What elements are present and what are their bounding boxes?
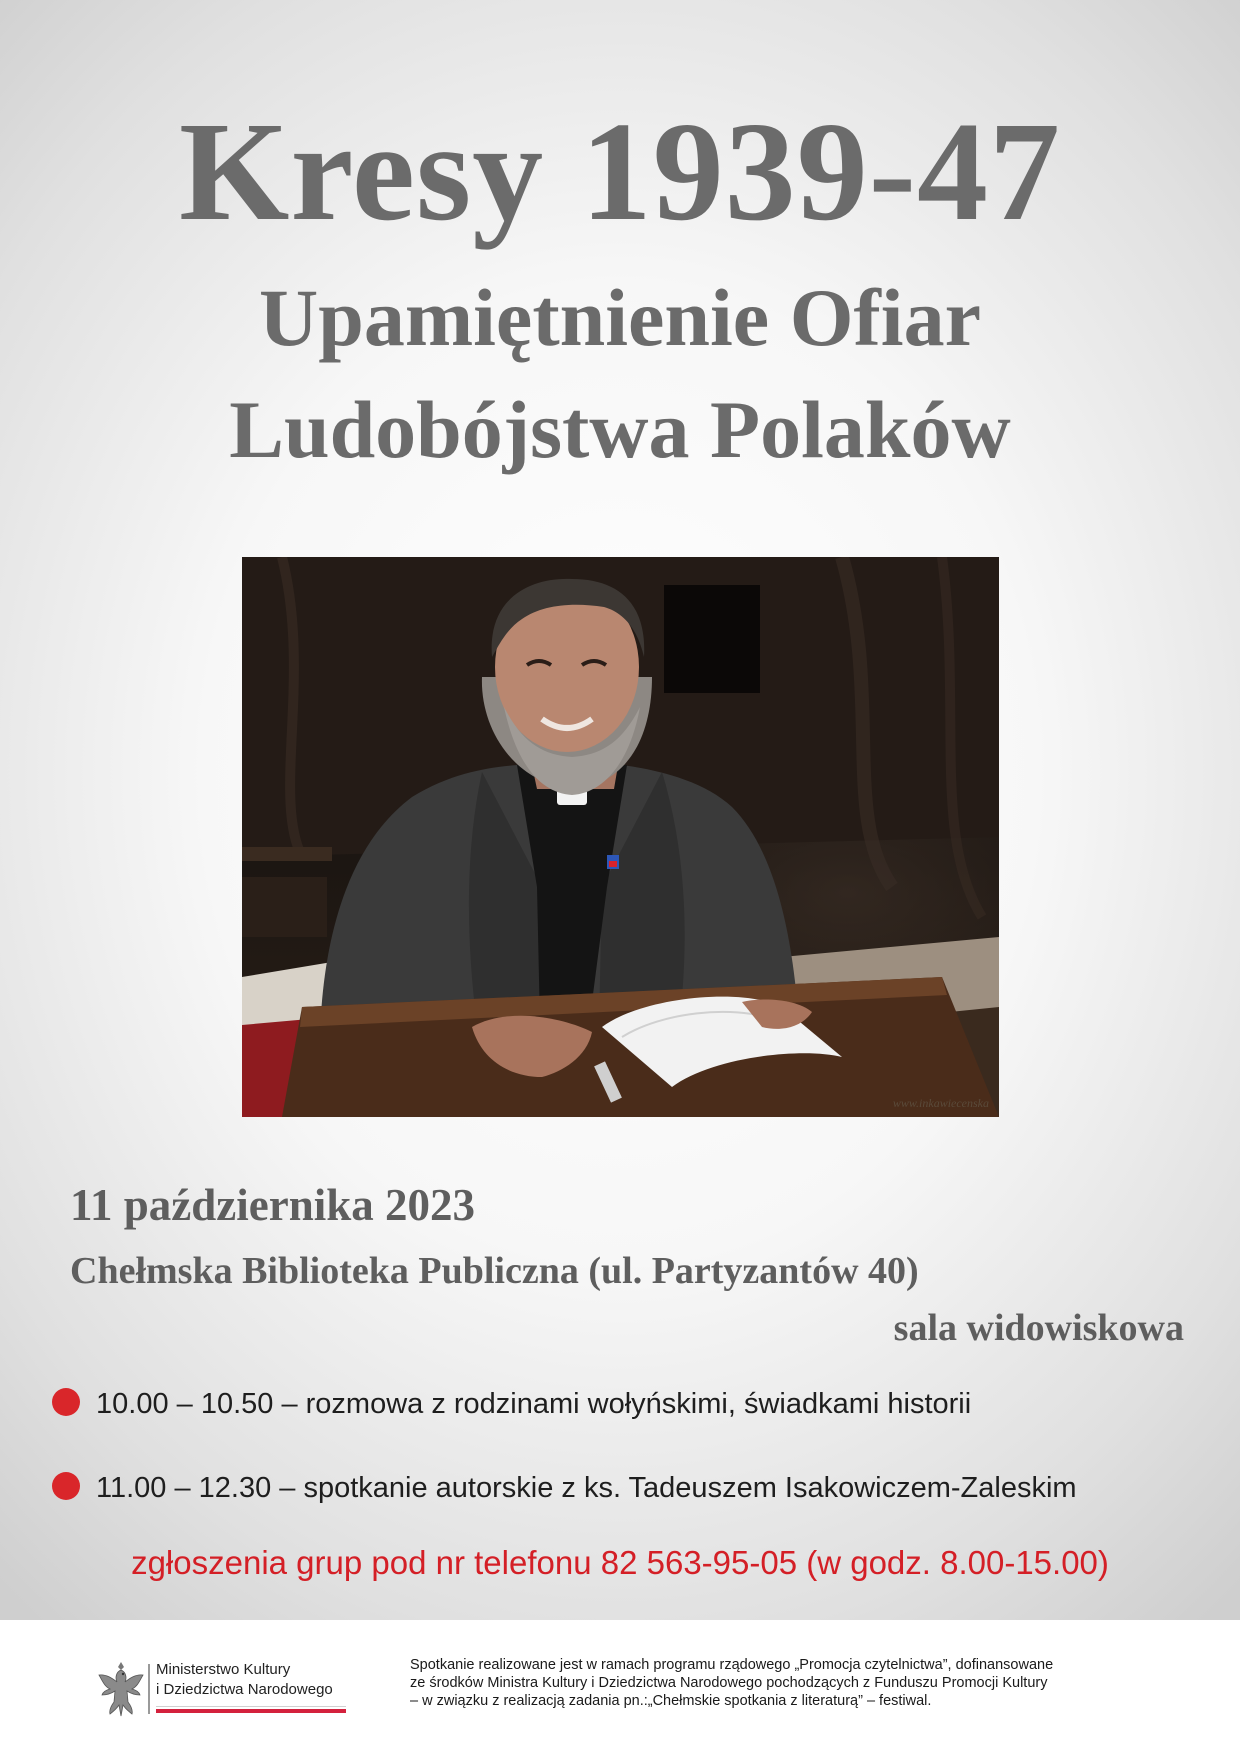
ministry-name xyxy=(156,1660,333,1700)
poster-subtitle-line-2: Ludobójstwa Polaków xyxy=(229,384,1011,475)
registration-contact: zgłoszenia grup pod nr telefonu 82 563-95-05 (w godz. 8.00-15.00) xyxy=(131,1544,1109,1581)
agenda-list xyxy=(52,1384,1202,1552)
ministry-name-line-2: i Dziedzictwa Narodowego xyxy=(156,1681,333,1698)
event-date: 11 października 2023 xyxy=(70,1180,476,1230)
funding-note xyxy=(410,1656,1200,1710)
agenda-item xyxy=(52,1384,1202,1468)
footer xyxy=(0,1620,1240,1756)
ministry-divider xyxy=(148,1664,150,1714)
agenda-item-text: 11.00 – 12.30 – spotkanie autorskie z ks. Tadeuszem Isakowiczem-Zaleskim xyxy=(96,1472,1077,1504)
poster-title: Kresy 1939-47 xyxy=(179,92,1061,250)
speaker-portrait-illustration xyxy=(242,557,999,1117)
agenda-item-text: 10.00 – 10.50 – rozmowa z rodzinami wołyńskimi, świadkami historii xyxy=(96,1388,972,1420)
funding-note-line: – w związku z realizacją zadania pn.:„Chełmskie spotkania z literaturą” – festiwal. xyxy=(410,1693,932,1709)
red-bullet-icon xyxy=(52,1472,80,1500)
censor-block xyxy=(664,585,760,693)
funding-note-line: Spotkanie realizowane jest w ramach programu rządowego „Promocja czytelnictwa”, dofinansowane xyxy=(410,1657,1054,1673)
funding-note-line: ze środków Ministra Kultury i Dziedzictwa Narodowego pochodzących z Funduszu Promocji Kultury xyxy=(410,1675,1048,1691)
event-room: sala widowiskowa xyxy=(893,1307,1184,1349)
photo-watermark: www.inkawiecenska xyxy=(892,1096,989,1110)
ministry-name-line-1: Ministerstwo Kultury xyxy=(156,1661,291,1678)
speaker-photo xyxy=(242,557,999,1117)
agenda-item xyxy=(52,1468,1202,1552)
event-venue: Chełmska Biblioteka Publiczna (ul. Partyzantów 40) xyxy=(70,1250,919,1292)
poster-subtitle-line-1: Upamiętnienie Ofiar xyxy=(259,272,981,363)
ministry-logo xyxy=(96,1658,356,1722)
red-bullet-icon xyxy=(52,1388,80,1416)
polish-eagle-icon xyxy=(96,1658,146,1720)
polish-flag-stripe xyxy=(156,1706,346,1713)
